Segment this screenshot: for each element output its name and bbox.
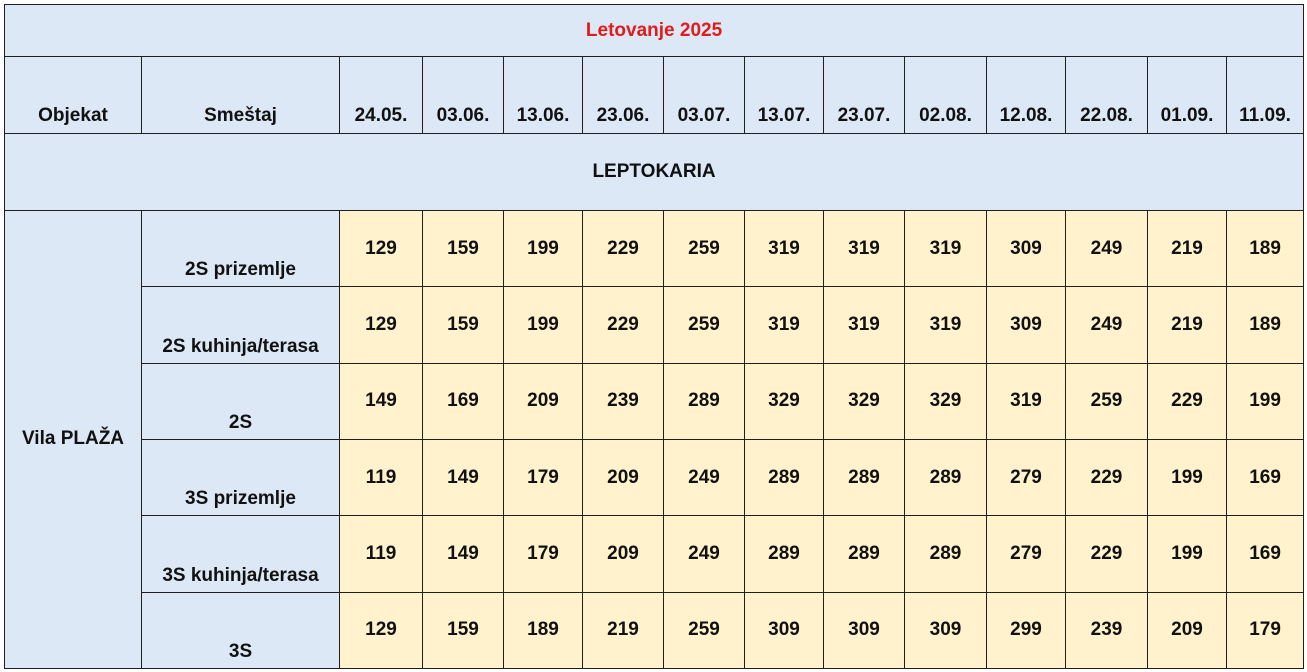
price-cell: 319 [745, 287, 824, 363]
price-cell: 319 [905, 210, 987, 286]
price-cell: 129 [340, 287, 423, 363]
price-cell: 279 [987, 516, 1066, 592]
price-cell: 189 [504, 592, 583, 668]
price-cell: 169 [1227, 516, 1304, 592]
price-cell: 189 [1227, 210, 1304, 286]
price-cell: 159 [423, 287, 504, 363]
location-row [5, 133, 1304, 210]
price-cell: 229 [1066, 439, 1148, 515]
accommodation-type: 3S prizemlje [142, 439, 340, 515]
price-cell: 209 [1148, 592, 1227, 668]
price-cell: 179 [504, 439, 583, 515]
price-cell: 319 [824, 210, 905, 286]
price-cell: 199 [1148, 439, 1227, 515]
price-cell: 199 [504, 210, 583, 286]
header-date: 23.06. [583, 57, 664, 133]
price-cell: 319 [905, 287, 987, 363]
price-cell: 309 [824, 592, 905, 668]
price-cell: 149 [423, 516, 504, 592]
price-cell: 319 [745, 210, 824, 286]
table-row [5, 439, 1304, 515]
price-cell: 119 [340, 516, 423, 592]
table-row [5, 592, 1304, 668]
header-date: 24.05. [340, 57, 423, 133]
header-date: 22.08. [1066, 57, 1148, 133]
price-cell: 259 [664, 287, 745, 363]
price-cell: 249 [664, 439, 745, 515]
price-cell: 149 [340, 363, 423, 439]
header-date: 11.09. [1227, 57, 1304, 133]
price-cell: 309 [745, 592, 824, 668]
price-cell: 329 [824, 363, 905, 439]
price-cell: 319 [987, 363, 1066, 439]
price-cell: 179 [504, 516, 583, 592]
price-cell: 329 [745, 363, 824, 439]
price-cell: 319 [824, 287, 905, 363]
title-row [5, 5, 1304, 57]
header-row [5, 57, 1304, 133]
price-cell: 249 [1066, 210, 1148, 286]
price-table [4, 4, 1304, 669]
price-cell: 169 [423, 363, 504, 439]
header-date: 13.06. [504, 57, 583, 133]
accommodation-type: 2S prizemlje [142, 210, 340, 286]
price-cell: 219 [583, 592, 664, 668]
header-date: 02.08. [905, 57, 987, 133]
header-date: 13.07. [745, 57, 824, 133]
price-cell: 159 [423, 592, 504, 668]
table-title: Letovanje 2025 [5, 5, 1304, 57]
price-cell: 169 [1227, 439, 1304, 515]
price-cell: 159 [423, 210, 504, 286]
header-date: 12.08. [987, 57, 1066, 133]
table-row [5, 287, 1304, 363]
price-cell: 299 [987, 592, 1066, 668]
price-cell: 279 [987, 439, 1066, 515]
table-row [5, 210, 1304, 286]
header-object: Objekat [5, 57, 142, 133]
price-cell: 209 [583, 439, 664, 515]
accommodation-type: 3S [142, 592, 340, 668]
price-cell: 199 [1227, 363, 1304, 439]
price-cell: 199 [504, 287, 583, 363]
price-cell: 289 [824, 516, 905, 592]
price-cell: 259 [664, 210, 745, 286]
header-date: 03.07. [664, 57, 745, 133]
price-cell: 229 [1148, 363, 1227, 439]
header-date: 23.07. [824, 57, 905, 133]
price-cell: 309 [987, 287, 1066, 363]
price-cell: 289 [664, 363, 745, 439]
price-cell: 179 [1227, 592, 1304, 668]
table-row [5, 516, 1304, 592]
price-cell: 199 [1148, 516, 1227, 592]
price-cell: 229 [1066, 516, 1148, 592]
price-cell: 289 [745, 439, 824, 515]
accommodation-type: 2S kuhinja/terasa [142, 287, 340, 363]
price-cell: 289 [905, 439, 987, 515]
price-cell: 129 [340, 210, 423, 286]
header-date: 01.09. [1148, 57, 1227, 133]
price-cell: 289 [905, 516, 987, 592]
table-row [5, 363, 1304, 439]
price-cell: 309 [905, 592, 987, 668]
price-cell: 229 [583, 210, 664, 286]
price-cell: 289 [824, 439, 905, 515]
location-label: LEPTOKARIA [5, 133, 1304, 210]
price-cell: 329 [905, 363, 987, 439]
price-cell: 189 [1227, 287, 1304, 363]
price-cell: 209 [504, 363, 583, 439]
header-date: 03.06. [423, 57, 504, 133]
price-cell: 259 [664, 592, 745, 668]
header-accommodation: Smeštaj [142, 57, 340, 133]
price-cell: 239 [1066, 592, 1148, 668]
price-cell: 129 [340, 592, 423, 668]
accommodation-type: 2S [142, 363, 340, 439]
price-cell: 249 [1066, 287, 1148, 363]
price-cell: 229 [583, 287, 664, 363]
price-cell: 289 [745, 516, 824, 592]
price-cell: 119 [340, 439, 423, 515]
price-cell: 209 [583, 516, 664, 592]
accommodation-type: 3S kuhinja/terasa [142, 516, 340, 592]
price-cell: 309 [987, 210, 1066, 286]
object-name: Vila PLAŽA [5, 210, 142, 668]
price-cell: 219 [1148, 287, 1227, 363]
price-cell: 249 [664, 516, 745, 592]
price-cell: 239 [583, 363, 664, 439]
price-cell: 149 [423, 439, 504, 515]
price-cell: 259 [1066, 363, 1148, 439]
price-cell: 219 [1148, 210, 1227, 286]
